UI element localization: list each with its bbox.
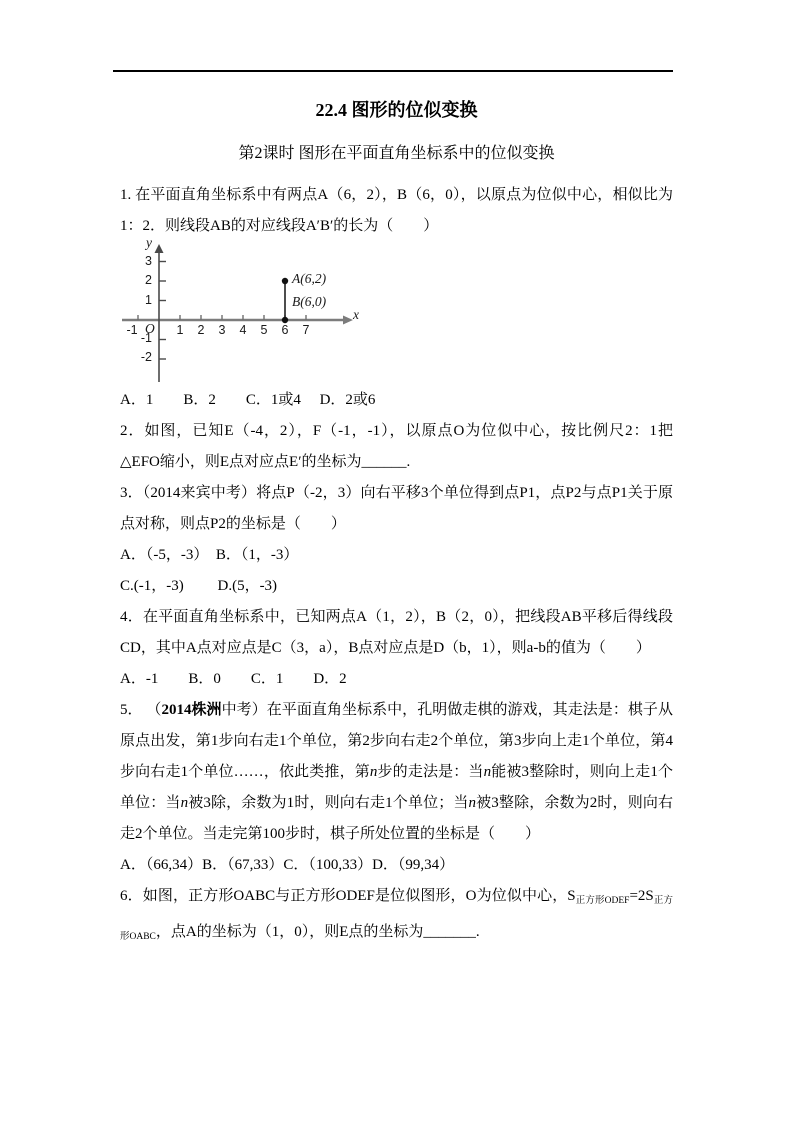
x-axis-label: x [353,307,359,322]
header-rule [113,70,673,72]
x-tick-4: 4 [239,323,247,337]
question-4-text: 4．在平面直角坐标系中，已知两点A（1，2），B（2，0），把线段AB平移后得线段CD，其中A点对应点是C（3，a），B点对应点是D（b，1），则a-b的值为（ ） [120,609,673,656]
x-tick-neg1: -1 [126,323,138,337]
x-tick-2: 2 [197,323,205,337]
coordinate-plane-figure [120,235,380,384]
point-a-label: A(6,2) [292,271,327,286]
q6-subscript-oabc: 正方形OABC [120,896,673,942]
q5-segment: 被3除，余数为1时，则向右走1个单位；当 [188,795,469,811]
y-tick-1: 1 [145,293,152,307]
y-tick-3: 3 [145,254,152,268]
origin-label: O [145,321,155,336]
question-4-options: A．-1 B．0 C．1 D．2 [120,671,347,687]
question-1-text: 1. 在平面直角坐标系中有两点A（6，2），B（6，0），以原点为位似中心，相似比为1：2．则线段AB的对应线段A′B′的长为（ ） [120,187,673,234]
q5-variable-n: n [468,795,477,811]
question-3-options-cd: C.(-1，-3) D.(5，-3) [120,578,278,594]
q5-variable-n: n [483,764,492,780]
question-5-options: A．（66,34）B．（67,33）C．（100,33）D．（99,34） [120,857,455,873]
q5-segment: 5． （ [120,702,162,718]
page-title: 22.4 图形的位似变换 [315,100,478,120]
q6-segment: ，点A的坐标为（1，0），则E点的坐标为_______. [155,924,480,940]
q5-variable-n: n [180,795,189,811]
q6-subscript-odef: 正方形ODEF [575,896,630,906]
x-tick-7: 7 [302,323,310,337]
question-6-text [120,881,673,953]
q6-segment: 6．如图，正方形OABC与正方形ODEF是位似图形，O为位似中心，S [120,888,576,904]
question-5-text [120,695,673,850]
question-2-text: 2．如图，已知E（-4，2），F（-1，-1），以原点O为位似中心，按比例尺2：1把△EFO缩小，则E点对应点E′的坐标为______. [120,423,673,470]
point-b-label: B(6,0) [292,294,327,309]
question-3-text: 3．（2014来宾中考）将点P（-2，3）向右平移3个单位得到点P1，点P2与点P1关于原点对称，则点P2的坐标是（ ） [120,485,673,532]
q5-segment: 被3整除，余数为2时，则向右走2个单位。当走完第100步时，棋子所处位置的坐标是（ ） [120,795,673,842]
x-tick-5: 5 [260,323,268,337]
question-3-options-ab: A．（-5，-3） B．（1，-3） [120,547,299,563]
x-tick-3: 3 [218,323,226,337]
y-tick-neg1: -1 [140,331,152,345]
axes-graphic [120,243,380,384]
x-tick-6: 6 [281,323,289,337]
q6-segment: =2S [629,888,654,904]
q5-variable-n: n [369,764,378,780]
y-axis-label: y [146,235,152,250]
page-subtitle: 第2课时 图形在平面直角坐标系中的位似变换 [238,145,555,162]
y-tick-2: 2 [145,273,152,287]
q5-segment: 步的走法是：当 [377,764,484,780]
question-1-options: A．1 B．2 C．1或4 D．2或6 [120,392,376,408]
q5-segment: 能被3整除时，则向上走1个单位：当 [120,764,673,811]
y-tick-neg2: -2 [140,350,152,364]
x-tick-1: 1 [176,323,184,337]
q5-exam-source-bold: 2014株洲 [161,702,222,718]
q5-segment: 中考）在平面直角坐标系中，孔明做走棋的游戏，其走法是：棋子从原点出发，第1步向右走1个单位，第2步向右走2个单位，第3步向上走1个单位，第4步向右走1个单位……，依此类推，第 [120,702,673,780]
